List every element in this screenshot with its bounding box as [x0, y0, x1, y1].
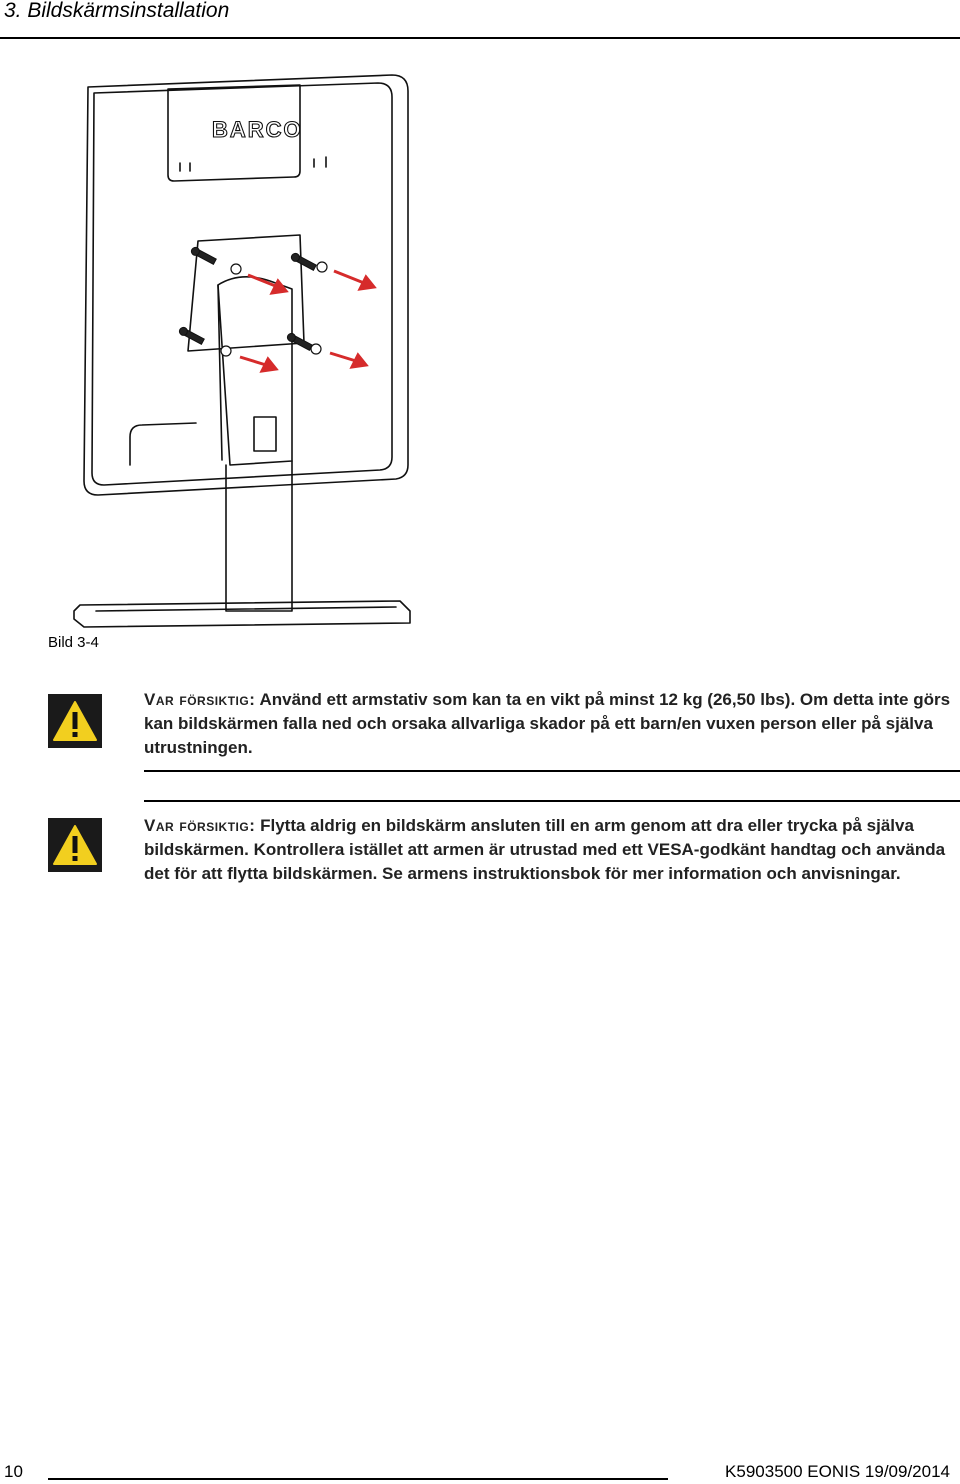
- page-footer: [0, 1456, 960, 1484]
- caution-rule: [144, 770, 960, 772]
- red-arrows: [240, 271, 374, 371]
- stand-column: [226, 461, 292, 611]
- document-info: K5903500 EONIS 19/09/2014: [725, 1462, 950, 1481]
- warning-icon: [48, 818, 102, 872]
- caution-text: [144, 688, 958, 760]
- caution-block: [0, 690, 960, 786]
- header-rule: [0, 37, 960, 39]
- monitor-illustration: [0, 45, 960, 635]
- section-title: 3. Bildskärmsinstallation: [4, 0, 230, 22]
- screws: [178, 246, 317, 351]
- stand-neck: [218, 277, 292, 465]
- caution-block: [0, 800, 960, 920]
- warning-icon: [48, 694, 102, 748]
- footer-rule: [48, 1478, 668, 1480]
- caution-label: Var försiktig:: [144, 690, 256, 709]
- caution-body: Använd ett armstativ som kan ta en vikt på minst 12 kg (26,50 lbs). Om detta inte görs kan bildskärmen falla ned och orsaka allvarliga skador på ett barn/en vuxen person eller på själva utrustningen.: [144, 690, 951, 757]
- caution-text: [144, 814, 958, 886]
- page-header: [0, 0, 960, 40]
- stand-base: [74, 601, 410, 627]
- page-number: 10: [4, 1462, 23, 1481]
- caution-label: Var försiktig:: [144, 816, 256, 835]
- caution-rule: [144, 800, 960, 802]
- vesa-plate: [188, 235, 304, 351]
- figure-caption: Bild 3-4: [48, 634, 99, 651]
- caution-body: Flytta aldrig en bildskärm ansluten till en arm genom att dra eller trycka på själva bildskärmen. Kontrollera istället att armen är utrustad med ett VESA-godkänt handtag och använda det för att flytta bildskärmen. Se armens instruktionsbok för mer information och anvisningar.: [144, 816, 946, 883]
- barco-logo: BARCO: [212, 117, 303, 142]
